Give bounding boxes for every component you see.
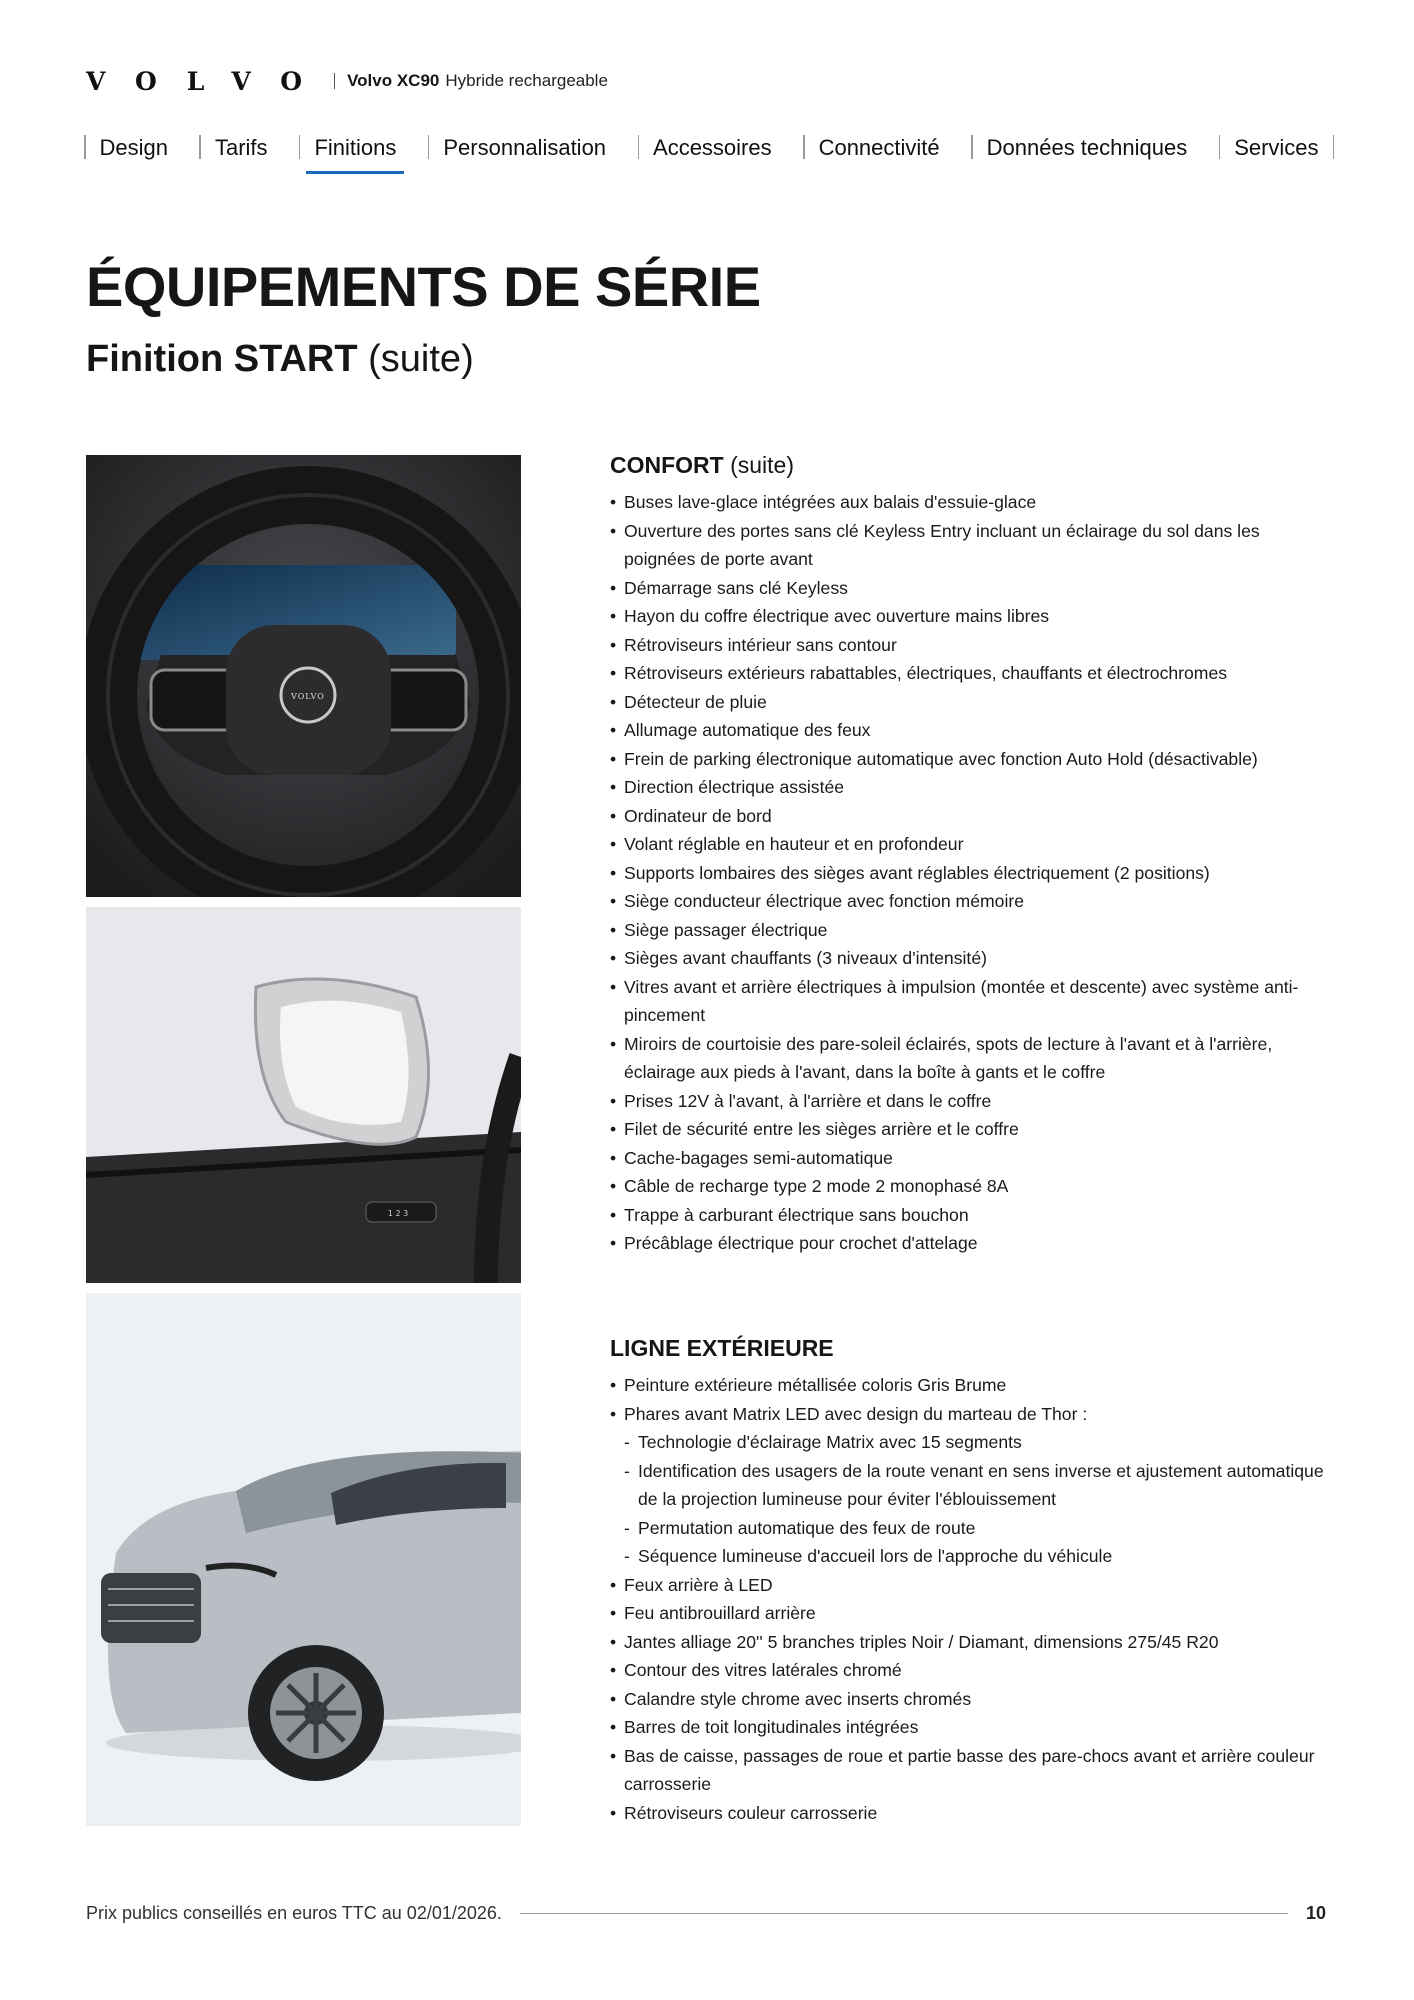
exterieur-subitem: - Permutation automatique des feux de route xyxy=(610,1514,1330,1543)
model-variant: Hybride rechargeable xyxy=(445,71,608,90)
car-exterior-image xyxy=(86,1293,521,1826)
page-subtitle xyxy=(86,338,474,381)
side-mirror-image xyxy=(86,907,521,1283)
confort-item: • Cache-bagages semi-automatique xyxy=(610,1144,1330,1173)
exterieur-item: • Contour des vitres latérales chromé xyxy=(610,1656,1330,1685)
header-divider xyxy=(334,73,335,89)
steering-wheel-image xyxy=(86,455,521,897)
nav-tab-accessoires[interactable]: Accessoires xyxy=(653,135,772,160)
exterieur-list xyxy=(610,1371,1330,1827)
confort-item: • Hayon du coffre électrique avec ouverture mains libres xyxy=(610,602,1330,631)
confort-item: • Volant réglable en hauteur et en profondeur xyxy=(610,830,1330,859)
exterieur-item: • Feux arrière à LED xyxy=(610,1571,1330,1600)
nav-tab-personnalisation[interactable]: Personnalisation xyxy=(443,135,607,160)
confort-item: • Allumage automatique des feux xyxy=(610,716,1330,745)
header xyxy=(86,66,608,96)
confort-section xyxy=(610,452,1330,1258)
exterieur-item: • Rétroviseurs couleur carrosserie xyxy=(610,1799,1330,1828)
exterieur-item: • Barres de toit longitudinales intégrées xyxy=(610,1713,1330,1742)
exterieur-section xyxy=(610,1335,1330,1827)
confort-item: • Rétroviseurs extérieurs rabattables, électriques, chauffants et électrochromes xyxy=(610,659,1330,688)
confort-item: • Détecteur de pluie xyxy=(610,688,1330,717)
footer xyxy=(86,1903,1326,1924)
confort-item: • Miroirs de courtoisie des pare-soleil éclairés, spots de lecture à l'avant et à l'arrière, éclairage aux pieds à l'avant, dans la boîte à gants et le coffre xyxy=(610,1030,1330,1087)
confort-item: • Filet de sécurité entre les sièges arrière et le coffre xyxy=(610,1115,1330,1144)
nav-tab-tarifs[interactable]: Tarifs xyxy=(214,135,268,160)
exterieur-item: • Calandre style chrome avec inserts chromés xyxy=(610,1685,1330,1714)
nav-tab-finitions[interactable]: Finitions xyxy=(300,132,410,174)
nav-divider xyxy=(1333,135,1335,159)
confort-item: • Sièges avant chauffants (3 niveaux d'intensité) xyxy=(610,944,1330,973)
confort-item: • Prises 12V à l'avant, à l'arrière et dans le coffre xyxy=(610,1087,1330,1116)
confort-item: • Câble de recharge type 2 mode 2 monophasé 8A xyxy=(610,1172,1330,1201)
wheel-logo-text: VOLVO xyxy=(291,692,325,701)
confort-title xyxy=(610,452,1330,479)
nav-tab-services[interactable]: Services xyxy=(1234,135,1319,160)
volvo-logo[interactable]: VOLVO xyxy=(86,66,333,96)
exterieur-title xyxy=(610,1335,1330,1362)
page-number: 10 xyxy=(1305,1903,1326,1923)
main-nav xyxy=(84,132,1334,174)
confort-list xyxy=(610,488,1330,1258)
nav-tab-connectivite[interactable]: Connectivité xyxy=(818,135,940,160)
exterieur-item: • Jantes alliage 20'' 5 branches triples Noir / Diamant, dimensions 275/45 R20 xyxy=(610,1628,1330,1657)
exterieur-subitem: - Séquence lumineuse d'accueil lors de l'approche du véhicule xyxy=(610,1542,1330,1571)
exterieur-title-text: LIGNE EXTÉRIEURE xyxy=(610,1335,834,1361)
seat-memory-buttons: 1 2 3 xyxy=(387,1209,409,1218)
confort-item: • Supports lombaires des sièges avant réglables électriquement (2 positions) xyxy=(610,859,1330,888)
confort-item: • Ordinateur de bord xyxy=(610,802,1330,831)
confort-item: • Ouverture des portes sans clé Keyless Entry incluant un éclairage du sol dans les poignées de porte avant xyxy=(610,517,1330,574)
confort-item: • Siège conducteur électrique avec fonction mémoire xyxy=(610,887,1330,916)
confort-item: • Rétroviseurs intérieur sans contour xyxy=(610,631,1330,660)
page-title: ÉQUIPEMENTS DE SÉRIE xyxy=(86,255,761,318)
confort-item: • Direction électrique assistée xyxy=(610,773,1330,802)
exterieur-item: • Phares avant Matrix LED avec design du marteau de Thor : xyxy=(610,1400,1330,1429)
nav-tab-donnees-techniques[interactable]: Données techniques xyxy=(986,135,1188,160)
exterieur-subitem: - Technologie d'éclairage Matrix avec 15 segments xyxy=(610,1428,1330,1457)
footer-price-note: Prix publics conseillés en euros TTC au 02/01/2026. xyxy=(86,1903,502,1923)
exterieur-item: • Bas de caisse, passages de roue et partie basse des pare-chocs avant et arrière couleur carrosserie xyxy=(610,1742,1330,1799)
footer-divider xyxy=(520,1913,1288,1914)
confort-item: • Frein de parking électronique automatique avec fonction Auto Hold (désactivable) xyxy=(610,745,1330,774)
confort-item: • Siège passager électrique xyxy=(610,916,1330,945)
confort-item: • Vitres avant et arrière électriques à impulsion (montée et descente) avec système anti-pincement xyxy=(610,973,1330,1030)
nav-tab-design[interactable]: Design xyxy=(99,135,168,160)
confort-item: • Démarrage sans clé Keyless xyxy=(610,574,1330,603)
subtitle-suite: (suite) xyxy=(368,338,474,380)
confort-title-suite: (suite) xyxy=(730,452,795,478)
subtitle-finition: Finition START xyxy=(86,338,358,380)
confort-item: • Précâblage électrique pour crochet d'attelage xyxy=(610,1229,1330,1258)
exterieur-item: • Peinture extérieure métallisée coloris Gris Brume xyxy=(610,1371,1330,1400)
exterieur-item: • Feu antibrouillard arrière xyxy=(610,1599,1330,1628)
model-name: Volvo XC90 xyxy=(347,71,440,90)
confort-item: • Trappe à carburant électrique sans bouchon xyxy=(610,1201,1330,1230)
confort-title-bold: CONFORT xyxy=(610,452,724,478)
exterieur-subitem: - Identification des usagers de la route venant en sens inverse et ajustement automatique de la projection lumineuse pour éviter l'éblouissement xyxy=(610,1457,1330,1514)
confort-item: • Buses lave-glace intégrées aux balais d'essuie-glace xyxy=(610,488,1330,517)
